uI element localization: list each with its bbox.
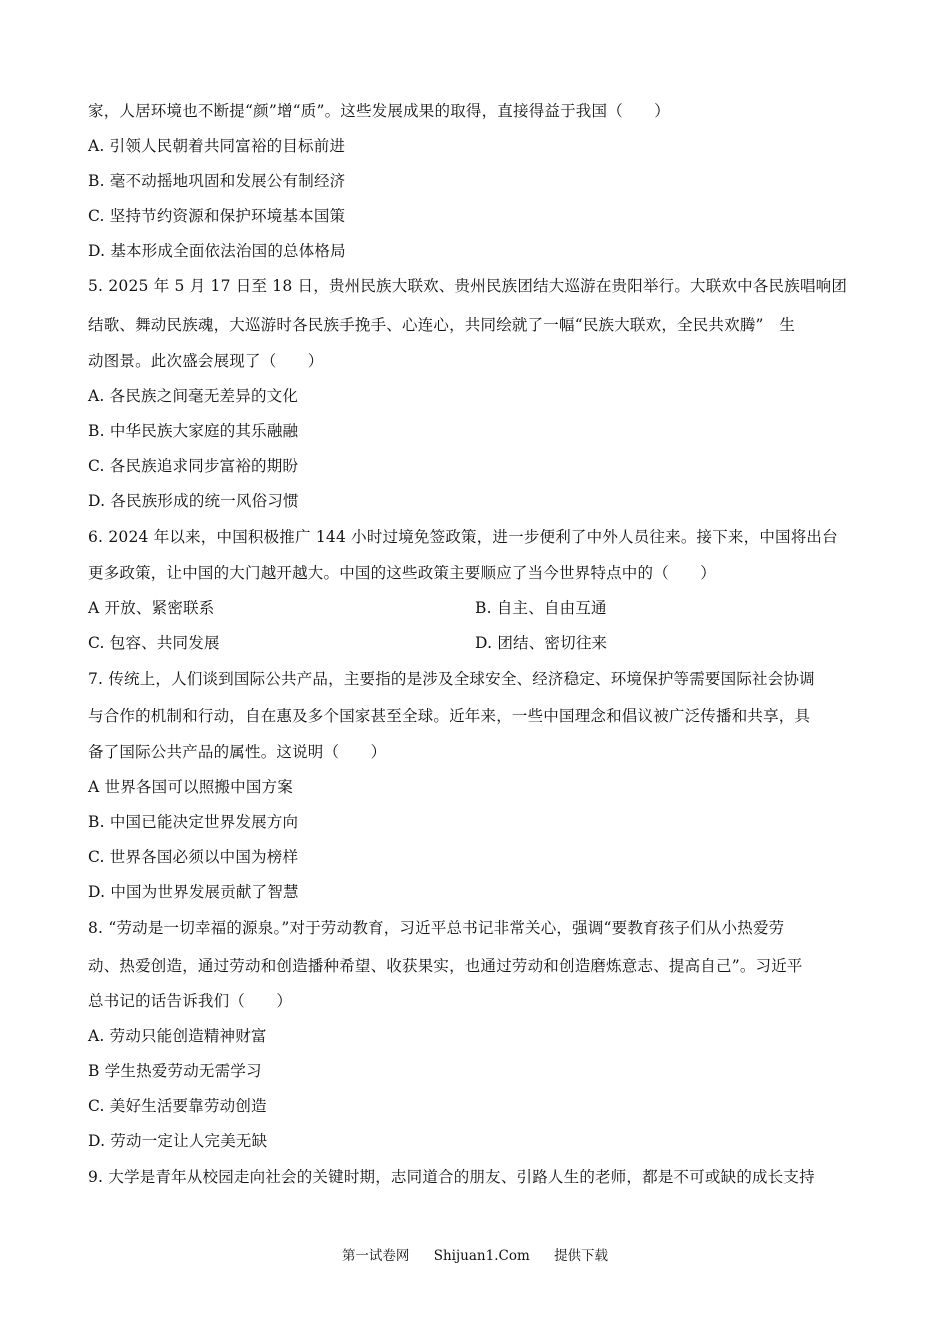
q6-option-b: B. 自主、自由互通 — [475, 599, 607, 617]
q4-stem-line: 家，人居环境也不断提“颜”增“质”。这些发展成果的取得，直接得益于我国（ ） — [88, 102, 670, 120]
q4-option-b: B. 毫不动摇地巩固和发展公有制经济 — [88, 172, 346, 190]
q7-stem-line: 7. 传统上，人们谈到国际公共产品，主要指的是涉及全球安全、经济稳定、环境保护等需要国际社会协调 — [88, 670, 815, 688]
q6-option-d: D. 团结、密切往来 — [475, 634, 608, 652]
q4-option-a: A. 引领人民朝着共同富裕的目标前进 — [88, 137, 346, 155]
q5-stem-line: 结歌、舞动民族魂，大巡游时各民族手挽手、心连心，共同绘就了一幅“民族大联欢，全民共欢腾” 生 — [88, 316, 796, 334]
q6-options-row-2 — [88, 632, 860, 654]
q7-option-a: A 世界各国可以照搬中国方案 — [88, 778, 293, 796]
q8-stem-line: 8. “劳动是一切幸福的源泉。”对于劳动教育，习近平总书记非常关心，强调“要教育孩子们从小热爱劳 — [88, 919, 785, 937]
q6-option-c: C. 包容、共同发展 — [88, 634, 220, 652]
q5-option-c: C. 各民族追求同步富裕的期盼 — [88, 457, 299, 475]
q4-option-c: C. 坚持节约资源和保护环境基本国策 — [88, 207, 346, 225]
q6-option-a: A 开放、紧密联系 — [88, 599, 215, 617]
footer-site-name: 第一试卷网 — [341, 1248, 410, 1264]
q8-stem-line: 总书记的话告诉我们（ ） — [88, 992, 293, 1010]
q8-option-a: A. 劳动只能创造精神财富 — [88, 1027, 267, 1045]
q9-stem-line: 9. 大学是青年从校园走向社会的关键时期，志同道合的朋友、引路人生的老师，都是不可或缺的成长支持 — [88, 1168, 815, 1186]
q7-stem-line: 备了国际公共产品的属性。这说明（ ） — [88, 743, 387, 761]
q5-option-d: D. 各民族形成的统一风俗习惯 — [88, 492, 299, 510]
q7-option-b: B. 中国已能决定世界发展方向 — [88, 813, 299, 831]
q8-stem-line: 动、热爱创造，通过劳动和创造播种希望、收获果实，也通过劳动和创造磨炼意志、提高自己”。习近平 — [88, 957, 803, 975]
q5-option-b: B. 中华民族大家庭的其乐融融 — [88, 422, 299, 440]
q4-option-d: D. 基本形成全面依法治国的总体格局 — [88, 242, 346, 260]
q5-stem-line: 5. 2025 年 5 月 17 日至 18 日，贵州民族大联欢、贵州民族团结大巡游在贵阳举行。大联欢中各民族唱响团 — [88, 277, 848, 295]
q7-option-c: C. 世界各国必须以中国为榜样 — [88, 848, 299, 866]
q7-stem-line: 与合作的机制和行动，自在惠及多个国家甚至全球。近年来，一些中国理念和倡议被广泛传播和共享，具 — [88, 707, 811, 725]
page-footer — [0, 1246, 950, 1266]
footer-site-domain[interactable]: Shijuan1.Com — [433, 1248, 530, 1264]
q8-option-c: C. 美好生活要靠劳动创造 — [88, 1097, 267, 1115]
q5-stem-line: 动图景。此次盛会展现了（ ） — [88, 352, 324, 370]
q8-option-d: D. 劳动一定让人完美无缺 — [88, 1132, 268, 1150]
q5-option-a: A. 各民族之间毫无差异的文化 — [88, 387, 299, 405]
q6-stem-line: 6. 2024 年以来，中国积极推广 144 小时过境免签政策，进一步便利了中外人员往来。接下来，中国将出台 — [88, 528, 838, 546]
q7-option-d: D. 中国为世界发展贡献了智慧 — [88, 883, 299, 901]
q8-option-b: B 学生热爱劳动无需学习 — [88, 1062, 262, 1080]
footer-download-text: 提供下载 — [554, 1248, 609, 1264]
q6-stem-line: 更多政策，让中国的大门越开越大。中国的这些政策主要顺应了当今世界特点中的（ ） — [88, 564, 717, 582]
q6-options-row-1 — [88, 597, 860, 619]
